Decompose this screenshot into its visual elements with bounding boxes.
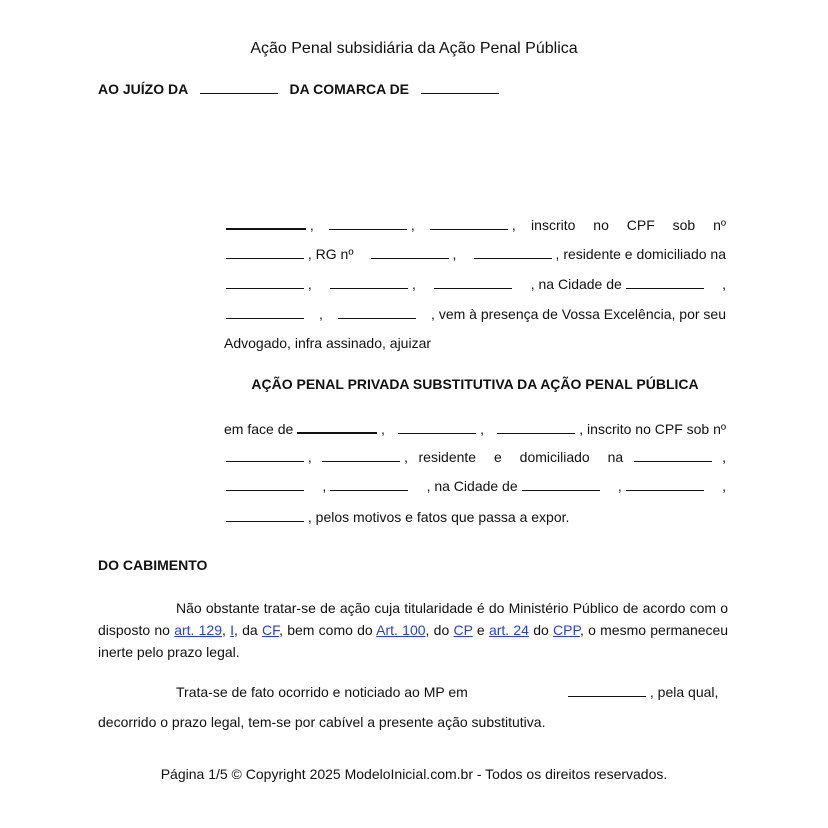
paragraph-text: bem como do <box>287 622 373 638</box>
inscrito-label: inscrito no CPF sob nº <box>587 421 726 437</box>
residente-label: residente e domiciliado na <box>563 246 726 262</box>
party1-line2: , RG nº , , residente e domiciliado na <box>226 246 726 262</box>
paragraph-text: pela qual, <box>657 684 719 700</box>
paragraph-text: do <box>533 622 549 638</box>
cidade-label: na Cidade de <box>434 478 518 494</box>
blank-field <box>398 421 476 434</box>
link-cf[interactable]: CF <box>261 622 280 638</box>
section-title: DO CABIMENTO <box>98 557 208 573</box>
link-art-100[interactable]: Art. 100 <box>376 622 426 638</box>
blank-field <box>330 276 408 289</box>
paragraph-text: Não obstante tratar-se de ação cuja titularidade é do Ministério Público de acordo com o disposto no <box>98 600 728 638</box>
blank-field <box>634 449 712 462</box>
rg-label: RG nº <box>315 246 354 262</box>
link-cpp[interactable]: CPP <box>553 622 580 638</box>
blank-field <box>297 420 377 434</box>
residente-label: residente e domiciliado na <box>418 449 624 465</box>
blank-field <box>497 421 575 434</box>
paragraph-text: do <box>433 622 450 638</box>
blank-field <box>338 306 416 319</box>
blank-field <box>626 478 704 491</box>
party2-line3: , , na Cidade de , , <box>226 478 726 494</box>
blank-field <box>434 276 512 289</box>
party1-line3: , , , na Cidade de , <box>226 276 726 292</box>
em-face-label: em face de <box>224 421 294 437</box>
blank-field <box>226 478 304 491</box>
party2-line1: em face de , , , inscrito no CPF sob nº <box>224 421 726 437</box>
paragraph-text: o mesmo permaneceu inerte pelo prazo legal. <box>98 622 729 660</box>
paragraph2-line2: decorrido o prazo legal, tem-se por cabível a presente ação substitutiva. <box>98 714 546 730</box>
paragraph2-line1-end: , pela qual, <box>568 684 718 700</box>
presenca-text: vem à presença de Vossa Excelência, por seu <box>438 306 726 322</box>
motivos-text: pelos motivos e fatos que passa a expor. <box>315 509 570 525</box>
comarca-label: DA COMARCA DE <box>289 81 410 97</box>
paragraph-cabimento: Não obstante tratar-se de ação cuja titularidade é do Ministério Público de acordo com o disposto no art. 129, I, da CF, bem como do Art. 100, do CP e art. 24 do CPP, o mesmo permaneceu inerte pelo prazo legal. <box>98 600 729 660</box>
link-art-129[interactable]: art. 129 <box>174 622 222 638</box>
paragraph-text: e <box>476 622 485 638</box>
party1-line1: , , , inscrito no CPF sob nº <box>226 216 726 233</box>
inscrito-label: inscrito no CPF sob nº <box>531 217 726 233</box>
document-title: Ação Penal subsidiária da Ação Penal Pública <box>250 40 578 57</box>
blank-field <box>322 449 400 462</box>
blank-field <box>226 306 304 319</box>
blank-field <box>522 478 600 491</box>
action-title: AÇÃO PENAL PRIVADA SUBSTITUTIVA DA AÇÃO PENAL PÚBLICA <box>251 376 699 392</box>
blank-field <box>226 246 304 259</box>
link-inciso-i[interactable]: I <box>230 622 235 638</box>
juizo-label: AO JUÍZO DA <box>98 81 188 97</box>
party2-line2: , , residente e domiciliado na , <box>226 449 726 465</box>
link-cp[interactable]: CP <box>453 622 473 638</box>
page-footer: Página 1/5 © Copyright 2025 ModeloInicial.com.br - Todos os direitos reservados. <box>160 766 668 782</box>
blank-field <box>226 276 304 289</box>
party1-line4: , , vem à presença de Vossa Excelência, por seu <box>226 306 726 322</box>
blank-field <box>568 684 646 697</box>
blank-field <box>200 81 278 94</box>
blank-field <box>371 246 449 259</box>
blank-field <box>226 509 304 522</box>
paragraph-text: da <box>242 622 258 638</box>
blank-field <box>330 478 408 491</box>
link-art-24[interactable]: art. 24 <box>488 622 529 638</box>
blank-field <box>626 276 704 289</box>
blank-field <box>226 216 306 230</box>
blank-field <box>421 81 499 94</box>
party2-line4: , pelos motivos e fatos que passa a expor. <box>226 509 569 525</box>
blank-field <box>226 449 304 462</box>
blank-field <box>329 217 407 230</box>
blank-field <box>430 217 508 230</box>
paragraph2-line1: Trata-se de fato ocorrido e noticiado ao MP em <box>176 684 468 700</box>
party1-line5: Advogado, infra assinado, ajuizar <box>224 335 432 351</box>
court-header <box>98 81 499 97</box>
blank-field <box>474 246 552 259</box>
cidade-label: na Cidade de <box>538 276 622 292</box>
